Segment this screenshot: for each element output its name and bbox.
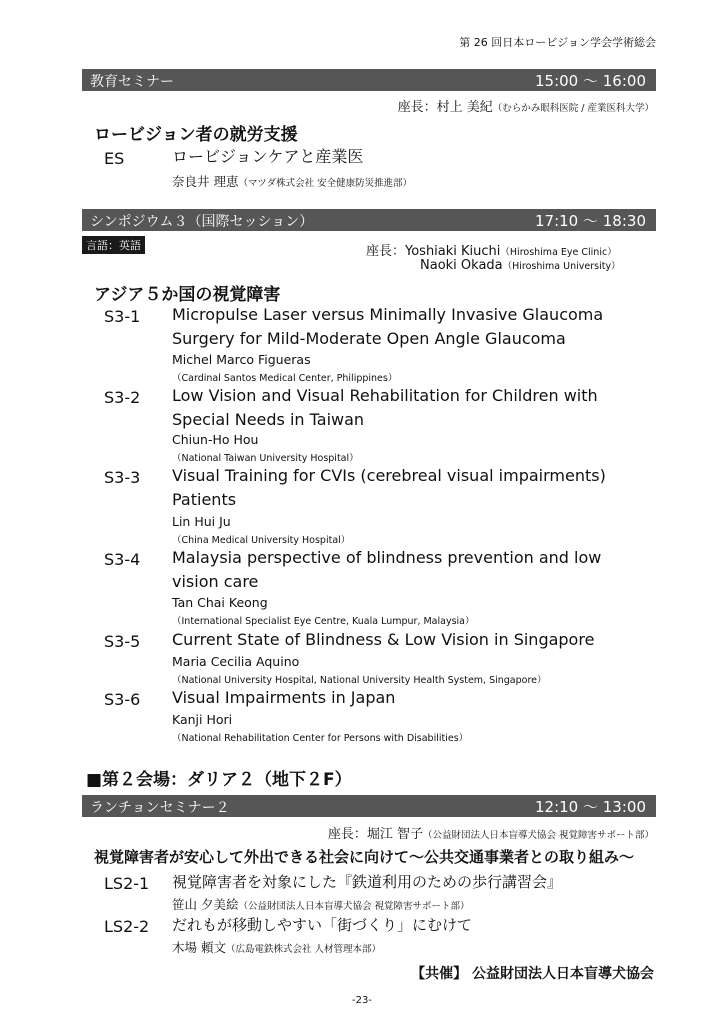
symposium-chair-2 <box>420 258 621 273</box>
talk-code: S3-1 <box>104 307 141 326</box>
edu-speaker-affiliation: （マツダ株式会社 安全健康防災推進部） <box>238 178 413 189</box>
chair-2-name: Naoki Okada <box>420 258 503 273</box>
symposium-theme: アジア５か国の視覚障害 <box>94 285 281 305</box>
symposium-label: シンポジウム３（国際セッション） <box>90 214 314 230</box>
talk-affiliation: （National Rehabilitation Center for Persons with Disabilities） <box>172 733 469 744</box>
talk-speaker-name: 笹山 夕美絵 <box>172 897 239 912</box>
talk-title-line1: Visual Impairments in Japan <box>172 688 396 707</box>
talk-speaker: Michel Marco Figueras <box>172 352 311 367</box>
talk-speaker-affiliation: （公益財団法人日本盲導犬協会 視覚障害サポート部） <box>238 901 470 912</box>
talk-code: S3-4 <box>104 550 141 569</box>
page-number: -23- <box>352 995 372 1006</box>
edu-seminar-bar <box>82 69 656 91</box>
talk-title: だれもが移動しやすい「街づくり」にむけて <box>172 916 473 934</box>
talk-speaker: Kanji Hori <box>172 712 233 727</box>
talk-affiliation: （China Medical University Hospital） <box>172 535 351 546</box>
talk-speaker <box>172 938 381 956</box>
luncheon-label: ランチョンセミナー２ <box>90 800 230 816</box>
sponsor-line: 【共催】 公益財団法人日本盲導犬協会 <box>411 966 654 982</box>
talk-code: S3-6 <box>104 690 141 709</box>
talk-title-line1: Micropulse Laser versus Minimally Invasive Glaucoma <box>172 305 604 324</box>
luncheon-chair-affiliation: （公益財団法人日本盲導犬協会 視覚障害サポート部） <box>422 830 654 841</box>
talk-title-line1: Current State of Blindness & Low Vision in Singapore <box>172 630 595 649</box>
talk-code: LS2-2 <box>104 917 150 936</box>
talk-speaker: Lin Hui Ju <box>172 514 231 529</box>
luncheon-theme: 視覚障害者が安心して外出できる社会に向けて～公共交通事業者との取り組み～ <box>94 848 635 866</box>
edu-chair-name: 座長：村上 美紀 <box>397 100 493 115</box>
talk-title-line2: vision care <box>172 572 259 591</box>
talk-speaker-name: 木場 頼文 <box>172 940 226 955</box>
edu-chair-affiliation: （むらかみ眼科医院 / 産業医科大学） <box>492 103 654 114</box>
conference-header: 第 26 回日本ロービジョン学会学術総会 <box>459 36 656 49</box>
edu-code: ES <box>104 149 125 168</box>
luncheon-time: 12:10 ～ 13:00 <box>535 798 646 816</box>
symposium-bar <box>82 209 656 231</box>
talk-speaker-affiliation: （広島電鉄株式会社 人材管理本部） <box>225 944 382 955</box>
talk-title-line1: Malaysia perspective of blindness prevention and low <box>172 548 602 567</box>
chair-1-affiliation: （Hiroshima Eye Clinic） <box>500 247 617 258</box>
symposium-chair-1 <box>366 240 617 259</box>
luncheon-chair-name: 座長：堀江 智子 <box>327 827 423 842</box>
talk-title-line2: Surgery for Mild-Moderate Open Angle Glaucoma <box>172 329 566 348</box>
talk-title: 視覚障害者を対象にした『鉄道利用のための歩行講習会』 <box>172 873 563 891</box>
talk-title-line1: Low Vision and Visual Rehabilitation for Children with <box>172 386 598 405</box>
edu-title: ロービジョンケアと産業医 <box>172 147 364 166</box>
chair-2-affiliation: （Hiroshima University） <box>502 261 621 272</box>
talk-code: S3-5 <box>104 632 141 651</box>
chair-1-name: 座長：Yoshiaki Kiuchi <box>366 244 501 259</box>
talk-speaker <box>172 895 470 913</box>
talk-affiliation: （National Taiwan University Hospital） <box>172 453 359 464</box>
edu-theme: ロービジョン者の就労支援 <box>94 125 298 145</box>
language-badge: 言語：英語 <box>82 236 145 254</box>
edu-seminar-time: 15:00 ～ 16:00 <box>535 72 646 90</box>
talk-speaker: Chiun-Ho Hou <box>172 432 259 447</box>
talk-speaker: Tan Chai Keong <box>172 595 268 610</box>
edu-chair <box>398 96 654 115</box>
talk-title-line2: Special Needs in Taiwan <box>172 410 365 429</box>
talk-title-line2: Patients <box>172 490 237 509</box>
venue-heading: ■第２会場：ダリア２（地下２F） <box>86 770 352 790</box>
luncheon-bar <box>82 795 656 817</box>
talk-affiliation: （Cardinal Santos Medical Center, Philippines） <box>172 373 398 384</box>
talk-affiliation: （National University Hospital, National University Health System, Singapore） <box>172 675 547 686</box>
edu-speaker-name: 奈良井 理恵 <box>172 174 239 189</box>
edu-seminar-label: 教育セミナー <box>90 74 174 90</box>
symposium-time: 17:10 ～ 18:30 <box>535 212 646 230</box>
edu-speaker <box>172 172 412 190</box>
talk-code: S3-2 <box>104 388 141 407</box>
talk-affiliation: （International Specialist Eye Centre, Kuala Lumpur, Malaysia） <box>172 616 475 627</box>
talk-speaker: Maria Cecilia Aquino <box>172 654 300 669</box>
talk-code: S3-3 <box>104 468 141 487</box>
luncheon-chair <box>328 823 654 842</box>
talk-code: LS2-1 <box>104 874 150 893</box>
talk-title-line1: Visual Training for CVIs (cerebreal visual impairments) <box>172 466 606 485</box>
